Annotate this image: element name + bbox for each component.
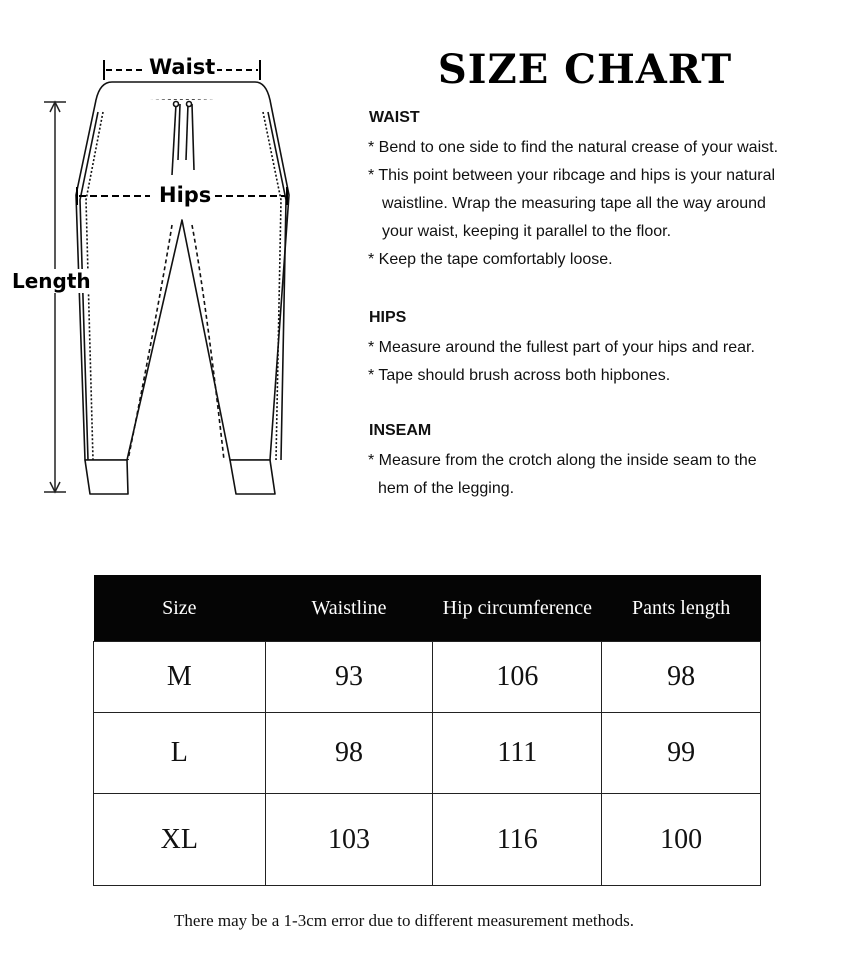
hips-section <box>368 308 828 421</box>
guide-bullet: * Tape should brush across both hipbones. <box>368 367 671 384</box>
guide-bullet: * This point between your ribcage and hips is your natural <box>368 167 776 184</box>
cell-waistline: 93 <box>265 642 433 713</box>
cell-length: 100 <box>602 794 761 886</box>
guide-bullet-continued: hem of the legging. <box>378 480 515 497</box>
cell-length: 99 <box>602 713 761 794</box>
inseam-heading: INSEAM <box>369 422 432 439</box>
guide-bullet-continued: waistline. Wrap the measuring tape all the way around <box>382 195 766 212</box>
pants-diagram <box>0 40 340 510</box>
header-hip-circumference: Hip circumference <box>433 575 602 642</box>
cell-hip: 106 <box>433 642 602 713</box>
length-label: Length <box>12 269 91 293</box>
measurement-error-note: There may be a 1-3cm error due to different measurement methods. <box>174 911 634 930</box>
inseam-section <box>368 421 828 503</box>
guide-bullet: * Measure from the crotch along the inside seam to the <box>368 452 757 469</box>
size-chart-title: SIZE CHART <box>437 46 733 93</box>
table-row <box>94 794 761 886</box>
cell-size: XL <box>94 794 266 886</box>
waist-label: Waist <box>149 55 216 79</box>
guide-bullet-continued: your waist, keeping it parallel to the floor. <box>382 223 672 240</box>
hips-heading: HIPS <box>369 309 407 326</box>
cell-hip: 116 <box>433 794 602 886</box>
cell-size: L <box>94 713 266 794</box>
guide-bullet: * Keep the tape comfortably loose. <box>368 251 613 268</box>
waist-section <box>368 108 828 308</box>
header-size: Size <box>94 575 266 642</box>
header-pants-length: Pants length <box>602 575 761 642</box>
cell-size: M <box>94 642 266 713</box>
waist-heading: WAIST <box>369 109 420 126</box>
measuring-guide <box>368 108 828 503</box>
table-row <box>94 713 761 794</box>
length-arrow-icon <box>44 102 66 492</box>
cell-hip: 111 <box>433 713 602 794</box>
header-waistline: Waistline <box>265 575 433 642</box>
table-header-row <box>94 575 761 642</box>
cell-waistline: 98 <box>265 713 433 794</box>
guide-bullet: * Measure around the fullest part of your hips and rear. <box>368 339 755 356</box>
cell-length: 98 <box>602 642 761 713</box>
cell-waistline: 103 <box>265 794 433 886</box>
table-row <box>94 642 761 713</box>
hips-label: Hips <box>159 183 212 207</box>
guide-bullet: * Bend to one side to find the natural crease of your waist. <box>368 139 779 156</box>
size-table <box>93 575 761 886</box>
